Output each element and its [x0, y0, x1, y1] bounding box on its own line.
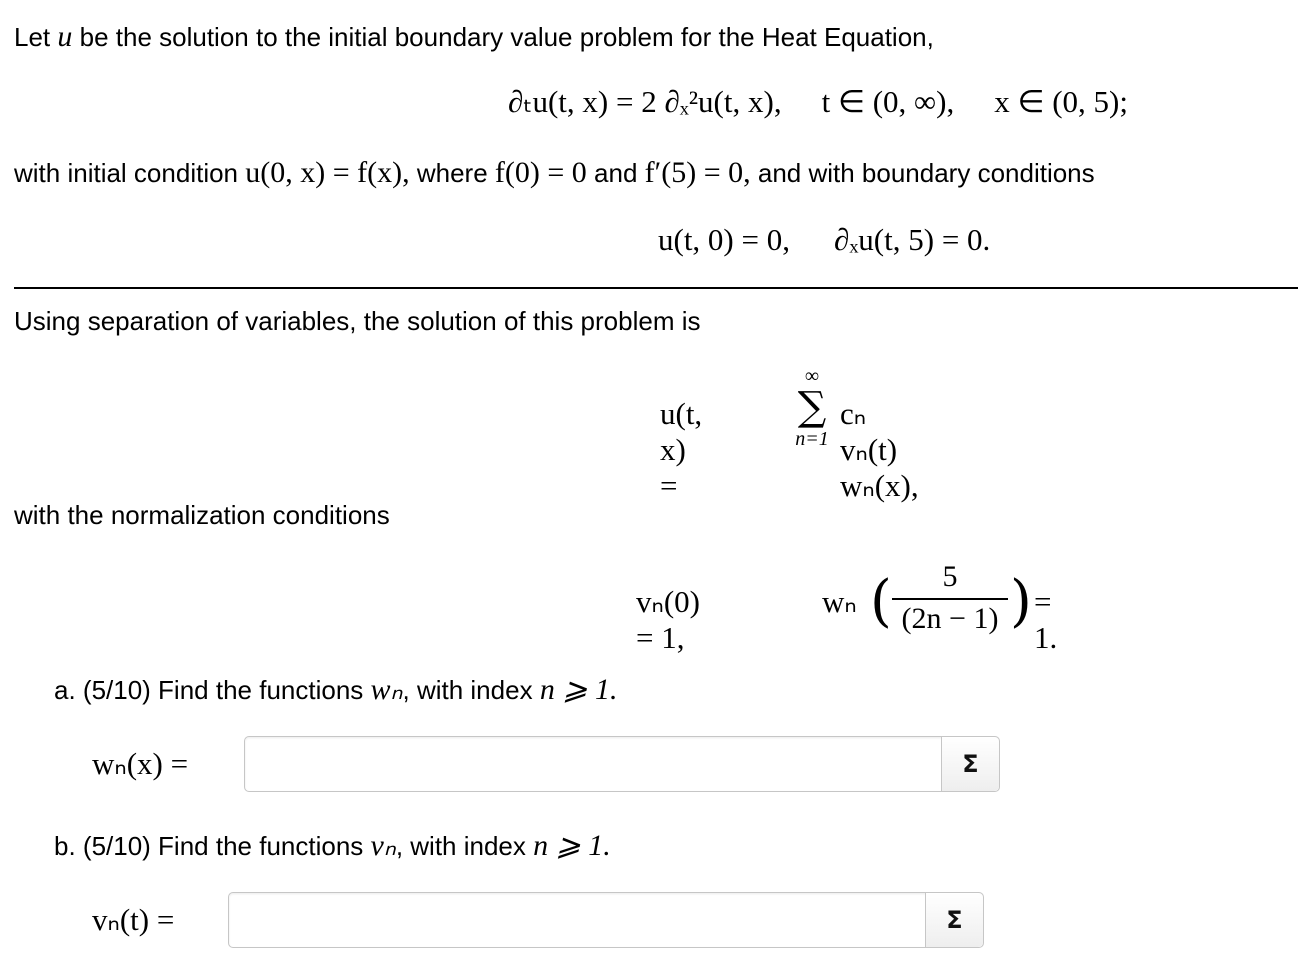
question-a: [54, 672, 617, 707]
question-a-w: wₙ: [370, 673, 403, 706]
answer-a-field: [244, 736, 1000, 792]
norm-w-symbol: wₙ: [822, 584, 857, 619]
sum-upper-limit: ∞: [804, 365, 820, 387]
ic-text-2: where: [416, 158, 488, 188]
sigma-icon: Σ: [946, 906, 963, 934]
ic-text-3: and: [594, 158, 638, 188]
answer-a-input[interactable]: [245, 737, 941, 791]
separation-text: Using separation of variables, the solution of this problem is: [14, 306, 701, 336]
ic-math-2: f(0) = 0: [494, 156, 587, 189]
question-a-condition: n ⩾ 1.: [539, 673, 618, 706]
question-b-condition: n ⩾ 1.: [533, 829, 611, 862]
sigma-icon: ∑: [797, 384, 827, 430]
answer-b-equation-editor-button[interactable]: [925, 893, 983, 947]
left-paren: (: [870, 569, 892, 634]
var-u: u: [57, 20, 73, 53]
answer-a-equation-editor-button[interactable]: [941, 737, 999, 791]
answer-b-input[interactable]: [229, 893, 925, 947]
answer-a-label: wₙ(x) =: [92, 746, 189, 781]
summation-symbol: [790, 366, 834, 450]
question-a-suffix: , with index: [402, 675, 533, 705]
pde-t-domain: t ∈ (0, ∞),: [821, 84, 955, 119]
question-b-v: vₙ: [370, 829, 396, 862]
pde-x-domain: x ∈ (0, 5);: [994, 84, 1128, 119]
pde-equation: ∂ₜu(t, x) = 2 ∂ₓ²u(t, x),: [508, 84, 782, 119]
answer-b-label: vₙ(t) =: [92, 902, 175, 937]
norm-v-condition: vₙ(0) = 1,: [636, 584, 700, 655]
sigma-icon: Σ: [962, 750, 979, 778]
intro-prefix: Let: [14, 22, 51, 52]
fraction-bar: [892, 598, 1008, 600]
fraction-numerator: 5: [942, 560, 958, 593]
intro-text: [14, 20, 934, 54]
ic-text-1: with initial condition: [14, 158, 239, 188]
ic-math-3: f′(5) = 0,: [644, 156, 751, 189]
bc-1: u(t, 0) = 0,: [658, 222, 790, 257]
right-paren: ): [1010, 569, 1032, 634]
boundary-conditions: [658, 222, 990, 258]
question-a-prefix: a. (5/10) Find the functions: [54, 675, 364, 705]
series-rhs: cₙ vₙ(t) wₙ(x),: [840, 396, 919, 503]
question-b-prefix: b. (5/10) Find the functions: [54, 831, 364, 861]
norm-fraction: [892, 560, 1008, 636]
normalization-text: with the normalization conditions: [14, 500, 390, 530]
initial-condition-line: [14, 156, 1095, 190]
ic-text-4: and with boundary conditions: [757, 158, 1095, 188]
ic-math-1: u(0, x) = f(x),: [245, 156, 410, 189]
intro-suffix: be the solution to the initial boundary value problem for the Heat Equation,: [79, 22, 934, 52]
series-lhs: u(t, x) =: [660, 396, 703, 503]
section-divider: [14, 287, 1298, 289]
norm-rhs: = 1.: [1034, 584, 1058, 655]
question-b-suffix: , with index: [395, 831, 526, 861]
bc-2: ∂ₓu(t, 5) = 0.: [834, 222, 991, 257]
answer-b-field: [228, 892, 984, 948]
sum-lower-limit: n=1: [795, 428, 829, 450]
pde-equation-line: [508, 84, 1128, 120]
fraction-denominator: (2n − 1): [901, 602, 999, 635]
question-b: [54, 828, 611, 863]
